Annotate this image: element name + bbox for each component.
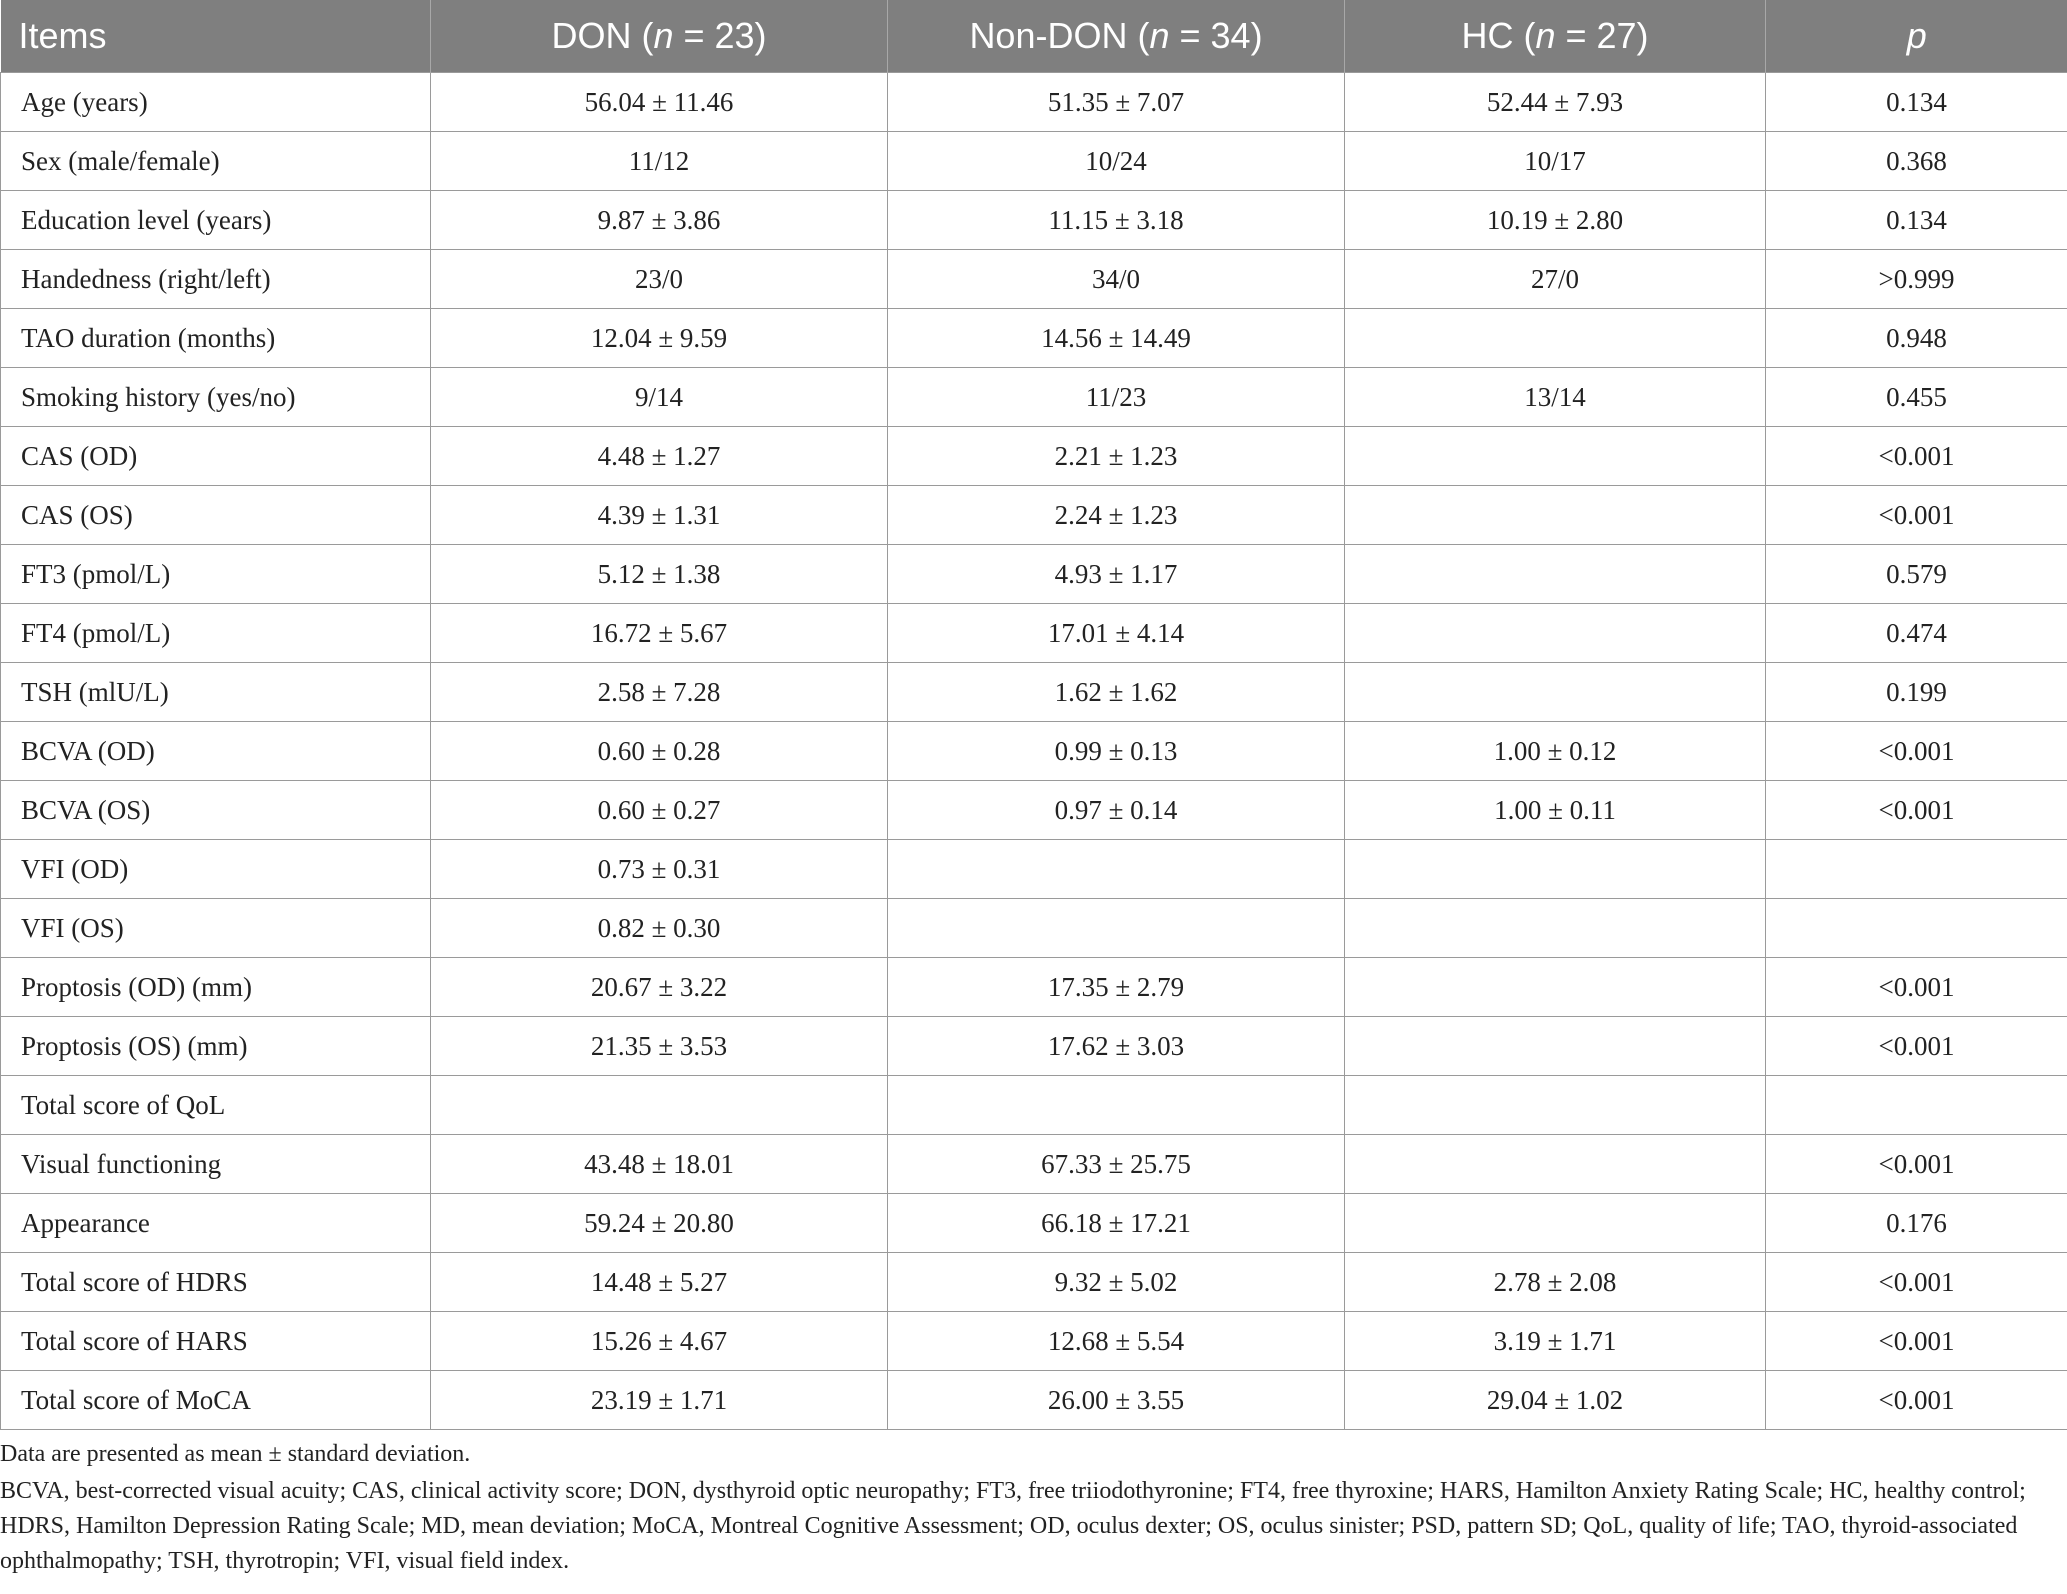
item-label-cell: VFI (OS): [1, 899, 431, 958]
hc-value-cell: 1.00 ± 0.11: [1345, 781, 1766, 840]
table-row: [1, 1194, 2067, 1253]
p-value-cell: [1766, 1076, 2067, 1135]
table-row: [1, 427, 2067, 486]
hc-value-cell: [1345, 1017, 1766, 1076]
non-don-value-cell: 0.97 ± 0.14: [888, 781, 1345, 840]
item-label-cell: Total score of HARS: [1, 1312, 431, 1371]
p-value-cell: <0.001: [1766, 1253, 2067, 1312]
table-row: [1, 191, 2067, 250]
don-value-cell: 43.48 ± 18.01: [431, 1135, 888, 1194]
item-label-cell: FT4 (pmol/L): [1, 604, 431, 663]
hc-value-cell: [1345, 604, 1766, 663]
item-label-cell: Total score of QoL: [1, 1076, 431, 1135]
hc-value-cell: [1345, 1194, 1766, 1253]
don-value-cell: 23/0: [431, 250, 888, 309]
don-value-cell: 12.04 ± 9.59: [431, 309, 888, 368]
header-text-pre: Items: [18, 15, 107, 56]
non-don-value-cell: 4.93 ± 1.17: [888, 545, 1345, 604]
table-row: [1, 1076, 2067, 1135]
item-label-cell: Smoking history (yes/no): [1, 368, 431, 427]
hc-value-cell: [1345, 486, 1766, 545]
header-text-italic: n: [653, 15, 674, 56]
hc-value-cell: 29.04 ± 1.02: [1345, 1371, 1766, 1430]
p-value-cell: [1766, 840, 2067, 899]
don-value-cell: 4.39 ± 1.31: [431, 486, 888, 545]
table-row: [1, 309, 2067, 368]
table-row: [1, 73, 2067, 132]
hc-value-cell: 3.19 ± 1.71: [1345, 1312, 1766, 1371]
hc-value-cell: [1345, 545, 1766, 604]
p-value-cell: 0.474: [1766, 604, 2067, 663]
header-text-post: = 23): [673, 15, 767, 56]
non-don-value-cell: 1.62 ± 1.62: [888, 663, 1345, 722]
header-text-post: = 34): [1169, 15, 1263, 56]
item-label-cell: Total score of MoCA: [1, 1371, 431, 1430]
non-don-value-cell: 11.15 ± 3.18: [888, 191, 1345, 250]
header-text-pre: DON (: [551, 15, 654, 56]
item-label-cell: CAS (OD): [1, 427, 431, 486]
don-value-cell: 15.26 ± 4.67: [431, 1312, 888, 1371]
hc-value-cell: 52.44 ± 7.93: [1345, 73, 1766, 132]
header-text-pre: Non-DON (: [969, 15, 1150, 56]
hc-value-cell: [1345, 427, 1766, 486]
non-don-value-cell: 10/24: [888, 132, 1345, 191]
don-value-cell: 14.48 ± 5.27: [431, 1253, 888, 1312]
item-label-cell: VFI (OD): [1, 840, 431, 899]
don-value-cell: 0.73 ± 0.31: [431, 840, 888, 899]
don-value-cell: 23.19 ± 1.71: [431, 1371, 888, 1430]
non-don-value-cell: 12.68 ± 5.54: [888, 1312, 1345, 1371]
hc-value-cell: [1345, 1135, 1766, 1194]
don-value-cell: 5.12 ± 1.38: [431, 545, 888, 604]
p-value-cell: <0.001: [1766, 1017, 2067, 1076]
item-label-cell: Age (years): [1, 73, 431, 132]
hc-value-cell: [1345, 309, 1766, 368]
p-value-cell: >0.999: [1766, 250, 2067, 309]
item-label-cell: CAS (OS): [1, 486, 431, 545]
table-row: [1, 899, 2067, 958]
non-don-value-cell: 17.62 ± 3.03: [888, 1017, 1345, 1076]
data-presentation-note: Data are presented as mean ± standard deviation.: [0, 1441, 471, 1467]
table-row: [1, 663, 2067, 722]
don-value-cell: 16.72 ± 5.67: [431, 604, 888, 663]
hc-value-cell: 1.00 ± 0.12: [1345, 722, 1766, 781]
table-row: [1, 486, 2067, 545]
hc-value-cell: [1345, 840, 1766, 899]
don-value-cell: 56.04 ± 11.46: [431, 73, 888, 132]
non-don-value-cell: 2.24 ± 1.23: [888, 486, 1345, 545]
header-hc: [1345, 0, 1766, 73]
don-value-cell: 21.35 ± 3.53: [431, 1017, 888, 1076]
table-footnotes: [0, 1437, 2050, 1581]
hc-value-cell: 10/17: [1345, 132, 1766, 191]
header-don: [431, 0, 888, 73]
p-value-cell: <0.001: [1766, 427, 2067, 486]
don-value-cell: 0.82 ± 0.30: [431, 899, 888, 958]
item-label-cell: BCVA (OD): [1, 722, 431, 781]
p-value-cell: 0.134: [1766, 191, 2067, 250]
don-value-cell: [431, 1076, 888, 1135]
table-row: [1, 840, 2067, 899]
header-text-post: = 27): [1555, 15, 1649, 56]
p-value-cell: <0.001: [1766, 958, 2067, 1017]
don-value-cell: 11/12: [431, 132, 888, 191]
item-label-cell: Proptosis (OD) (mm): [1, 958, 431, 1017]
hc-value-cell: [1345, 899, 1766, 958]
non-don-value-cell: [888, 899, 1345, 958]
hc-value-cell: 13/14: [1345, 368, 1766, 427]
don-value-cell: 9/14: [431, 368, 888, 427]
hc-value-cell: 2.78 ± 2.08: [1345, 1253, 1766, 1312]
table-row: [1, 604, 2067, 663]
non-don-value-cell: 0.99 ± 0.13: [888, 722, 1345, 781]
item-label-cell: FT3 (pmol/L): [1, 545, 431, 604]
non-don-value-cell: 67.33 ± 25.75: [888, 1135, 1345, 1194]
table-row: [1, 1253, 2067, 1312]
hc-value-cell: 27/0: [1345, 250, 1766, 309]
p-value-cell: 0.579: [1766, 545, 2067, 604]
p-value-cell: <0.001: [1766, 486, 2067, 545]
non-don-value-cell: 34/0: [888, 250, 1345, 309]
table-row: [1, 545, 2067, 604]
non-don-value-cell: 9.32 ± 5.02: [888, 1253, 1345, 1312]
non-don-value-cell: 17.01 ± 4.14: [888, 604, 1345, 663]
item-label-cell: BCVA (OS): [1, 781, 431, 840]
item-label-cell: Education level (years): [1, 191, 431, 250]
don-value-cell: 59.24 ± 20.80: [431, 1194, 888, 1253]
p-value-cell: <0.001: [1766, 1371, 2067, 1430]
p-value-cell: 0.199: [1766, 663, 2067, 722]
item-label-cell: Visual functioning: [1, 1135, 431, 1194]
header-text-italic: p: [1906, 15, 1927, 56]
item-label-cell: Proptosis (OS) (mm): [1, 1017, 431, 1076]
item-label-cell: TAO duration (months): [1, 309, 431, 368]
non-don-value-cell: [888, 840, 1345, 899]
header-text-italic: n: [1149, 15, 1170, 56]
hc-value-cell: [1345, 1076, 1766, 1135]
table-row: [1, 958, 2067, 1017]
don-value-cell: 20.67 ± 3.22: [431, 958, 888, 1017]
p-value-cell: <0.001: [1766, 722, 2067, 781]
item-label-cell: Handedness (right/left): [1, 250, 431, 309]
table-row: [1, 1017, 2067, 1076]
don-value-cell: 0.60 ± 0.28: [431, 722, 888, 781]
item-label-cell: TSH (mlU/L): [1, 663, 431, 722]
p-value-cell: 0.134: [1766, 73, 2067, 132]
non-don-value-cell: 66.18 ± 17.21: [888, 1194, 1345, 1253]
table-row: [1, 722, 2067, 781]
p-value-cell: <0.001: [1766, 1135, 2067, 1194]
non-don-value-cell: 2.21 ± 1.23: [888, 427, 1345, 486]
header-text-pre: HC (: [1461, 15, 1536, 56]
table-row: [1, 250, 2067, 309]
don-value-cell: 2.58 ± 7.28: [431, 663, 888, 722]
table-row: [1, 1312, 2067, 1371]
non-don-value-cell: 26.00 ± 3.55: [888, 1371, 1345, 1430]
hc-value-cell: [1345, 663, 1766, 722]
header-p: [1766, 0, 2067, 73]
abbreviations-note: BCVA, best-corrected visual acuity; CAS, clinical activity score; DON, dysthyroid optic neuropathy; FT3, free triiodothyronine; FT4, free thyroxine; HARS, Hamilton Anxiety Rating Scale; HC, healthy control; HDRS, Hamilton Depression Rating Scale; MD, mean deviation; MoCA, Montreal Cognitive Assessment; OD, oculus dexter; OS, oculus sinister; PSD, pattern SD; QoL, quality of life; TAO, thyroid-associated ophthalmopathy; TSH, thyrotropin; VFI, visual field index.: [0, 1478, 2026, 1574]
item-label-cell: Total score of HDRS: [1, 1253, 431, 1312]
p-value-cell: 0.176: [1766, 1194, 2067, 1253]
non-don-value-cell: 51.35 ± 7.07: [888, 73, 1345, 132]
don-value-cell: 9.87 ± 3.86: [431, 191, 888, 250]
p-value-cell: [1766, 899, 2067, 958]
non-don-value-cell: 17.35 ± 2.79: [888, 958, 1345, 1017]
don-value-cell: 0.60 ± 0.27: [431, 781, 888, 840]
item-label-cell: Appearance: [1, 1194, 431, 1253]
p-value-cell: <0.001: [1766, 1312, 2067, 1371]
non-don-value-cell: [888, 1076, 1345, 1135]
p-value-cell: <0.001: [1766, 781, 2067, 840]
header-non-don: [888, 0, 1345, 73]
header-items: [1, 0, 431, 73]
don-value-cell: 4.48 ± 1.27: [431, 427, 888, 486]
non-don-value-cell: 14.56 ± 14.49: [888, 309, 1345, 368]
table-row: [1, 1371, 2067, 1430]
hc-value-cell: [1345, 958, 1766, 1017]
table-body: [1, 73, 2067, 1430]
table-row: [1, 781, 2067, 840]
p-value-cell: 0.455: [1766, 368, 2067, 427]
hc-value-cell: 10.19 ± 2.80: [1345, 191, 1766, 250]
header-text-italic: n: [1535, 15, 1556, 56]
header-row: [1, 0, 2067, 73]
table-row: [1, 1135, 2067, 1194]
item-label-cell: Sex (male/female): [1, 132, 431, 191]
p-value-cell: 0.948: [1766, 309, 2067, 368]
non-don-value-cell: 11/23: [888, 368, 1345, 427]
p-value-cell: 0.368: [1766, 132, 2067, 191]
table-row: [1, 368, 2067, 427]
table-row: [1, 132, 2067, 191]
